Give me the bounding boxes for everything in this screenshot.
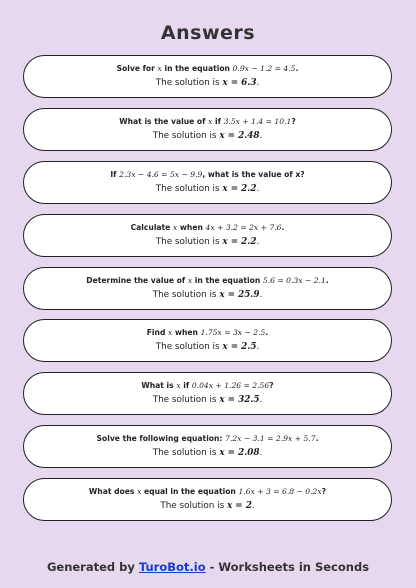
answer-card bbox=[23, 319, 392, 362]
footer-prefix: Generated by bbox=[46, 560, 139, 574]
footer-suffix: - Worksheets in Seconds bbox=[205, 560, 370, 574]
answer-text: The solution is x = 2.08. bbox=[152, 448, 263, 459]
question-text: Determine the value of x in the equation 5.6 = 0.3x − 2.1. bbox=[86, 275, 329, 285]
answer-text: The solution is x = 2.2. bbox=[155, 236, 260, 247]
answer-text: The solution is x = 2.5. bbox=[155, 342, 260, 353]
answer-text: The solution is x = 2.48. bbox=[152, 130, 263, 141]
question-text: If 2.3x − 4.6 = 5x − 9.9, what is the value of x? bbox=[110, 169, 305, 179]
answer-text: The solution is x = 2.2. bbox=[155, 183, 260, 194]
turobot-link[interactable]: TuroBot.io bbox=[138, 560, 206, 574]
answer-card bbox=[23, 372, 392, 415]
footer bbox=[0, 560, 416, 574]
question-text: What does x equal in the equation 1.6x + 3 = 6.8 − 0.2x? bbox=[88, 487, 327, 497]
question-text: What is x if 0.04x + 1.26 = 2.56? bbox=[141, 381, 274, 391]
answer-list bbox=[23, 55, 392, 531]
answer-text: The solution is x = 2. bbox=[160, 501, 255, 512]
answer-card bbox=[23, 214, 392, 257]
question-text: Solve for x in the equation 0.9x − 1.2 = 4.5. bbox=[116, 64, 299, 73]
answer-card bbox=[23, 267, 392, 310]
question-text: What is the value of x if 3.5x + 1.4 = 10.1? bbox=[119, 116, 296, 126]
answer-card bbox=[23, 108, 392, 151]
answer-text: The solution is x = 32.5. bbox=[152, 395, 263, 406]
question-text: Find x when 1.75x = 3x − 2.5. bbox=[146, 328, 269, 338]
answer-text: The solution is x = 6.3. bbox=[155, 78, 260, 88]
answer-card bbox=[23, 478, 392, 521]
answer-card bbox=[23, 55, 392, 98]
answer-text: The solution is x = 25.9. bbox=[152, 289, 263, 300]
question-text: Solve the following equation: 7.2x − 3.1 = 2.9x + 5.7. bbox=[96, 434, 319, 444]
answer-card bbox=[23, 161, 392, 204]
page-title: Answers bbox=[160, 22, 256, 44]
answer-card bbox=[23, 425, 392, 468]
question-text: Calculate x when 4x + 3.2 = 2x + 7.6. bbox=[130, 222, 285, 232]
